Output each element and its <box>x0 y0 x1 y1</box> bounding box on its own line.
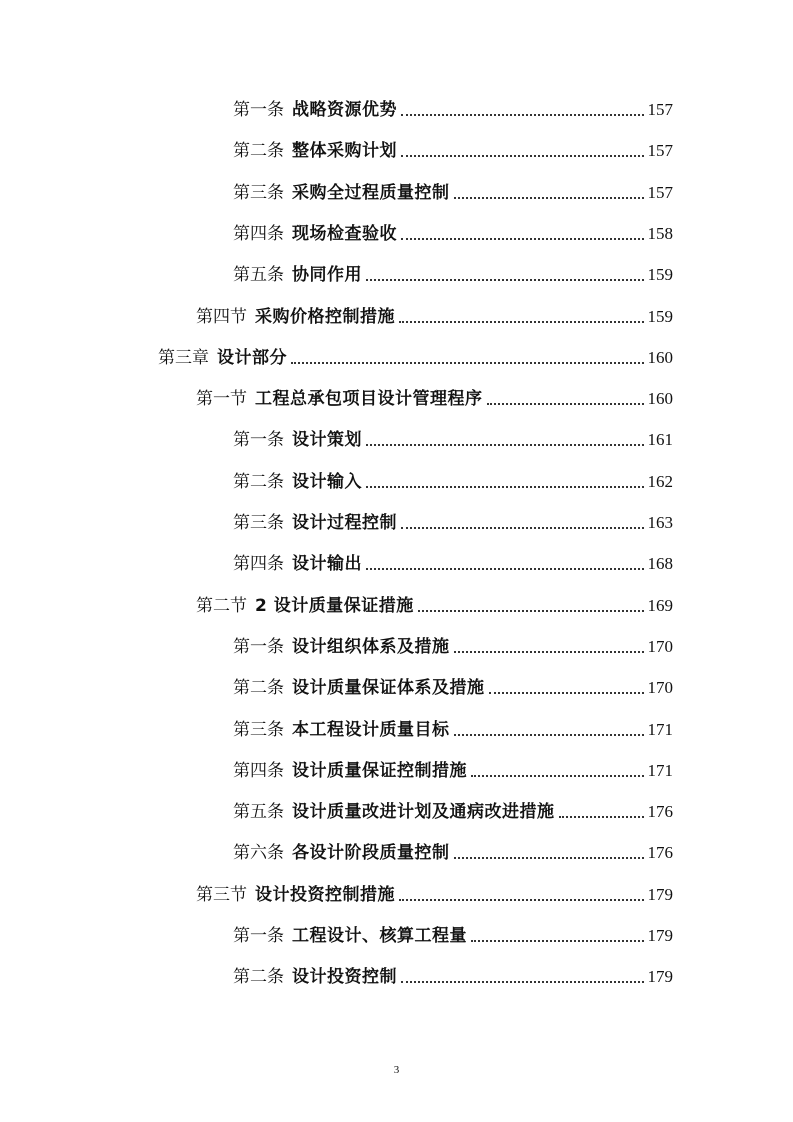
dot-leader <box>366 486 644 488</box>
toc-entry[interactable] <box>0 838 793 868</box>
toc-entry-title: 设计策划 <box>292 430 362 451</box>
toc-entry-number: 第四条 <box>233 760 284 781</box>
toc-entry-page: 157 <box>647 141 673 161</box>
toc-entry-title: 工程总承包项目设计管理程序 <box>255 389 483 410</box>
toc-entry-number: 第一条 <box>233 636 284 657</box>
dot-leader <box>401 238 644 240</box>
dot-leader <box>291 362 644 364</box>
toc-entry-title: 协同作用 <box>292 265 362 286</box>
dot-leader <box>366 444 644 446</box>
toc-entry-number: 第五条 <box>233 802 284 823</box>
toc-entry-number: 第三条 <box>233 182 284 203</box>
toc-entry-number: 第一条 <box>233 926 284 946</box>
toc-entry-title: 采购价格控制措施 <box>255 306 395 327</box>
dot-leader <box>471 775 644 777</box>
toc-entry[interactable] <box>0 95 793 125</box>
toc-entry[interactable] <box>0 797 793 827</box>
toc-entry[interactable] <box>0 219 793 249</box>
toc-entry-title: 2 设计质量保证措施 <box>255 595 414 616</box>
toc-entry-title: 设计部分 <box>217 347 287 368</box>
toc-entry-number: 第一条 <box>233 430 284 451</box>
toc-entry-page: 171 <box>647 760 673 780</box>
dot-leader <box>471 940 644 942</box>
toc-entry-title: 设计输出 <box>292 554 362 575</box>
toc-entry-page: 161 <box>647 430 673 450</box>
toc-entry-number: 第三章 <box>158 347 209 368</box>
toc-entry-title: 设计输入 <box>292 471 362 492</box>
toc-entry[interactable] <box>0 962 793 992</box>
toc-entry-number: 第二节 <box>196 595 247 616</box>
toc-entry-title: 设计投资控制措施 <box>255 884 395 905</box>
toc-entry-title: 设计组织体系及措施 <box>292 636 450 657</box>
toc-entry-page: 159 <box>647 265 673 285</box>
toc-entry-number: 第四条 <box>233 223 284 244</box>
toc-entry-title: 设计投资控制 <box>292 967 397 988</box>
toc-entry-number: 第二条 <box>233 141 284 162</box>
toc-entry[interactable] <box>0 467 793 497</box>
toc-entry-number: 第三节 <box>196 884 247 905</box>
toc-entry-number: 第五条 <box>233 265 284 286</box>
toc-entry-page: 170 <box>647 678 673 698</box>
toc-entry-page: 158 <box>647 223 673 243</box>
dot-leader <box>366 568 644 570</box>
toc-entry[interactable] <box>0 591 793 621</box>
toc-entry-number: 第四条 <box>233 554 284 575</box>
toc-entry[interactable] <box>0 632 793 662</box>
toc-entry-title: 设计质量保证控制措施 <box>292 760 467 781</box>
page-number: 3 <box>393 1064 400 1076</box>
toc-entry-page: 157 <box>647 182 673 202</box>
toc-entry-page: 159 <box>647 306 673 326</box>
toc-entry[interactable] <box>0 921 793 951</box>
toc-entry-number: 第二条 <box>233 471 284 492</box>
toc-entry-title: 工程设计、核算工程量 <box>292 926 467 946</box>
dot-leader <box>487 403 644 405</box>
toc-entry[interactable] <box>0 880 793 910</box>
toc-entry-title: 现场检查验收 <box>292 223 397 244</box>
toc-entry-page: 176 <box>647 843 673 863</box>
dot-leader <box>401 155 644 157</box>
toc-entry-number: 第一条 <box>233 100 284 120</box>
dot-leader <box>401 981 644 983</box>
toc-entry-page: 176 <box>647 802 673 822</box>
dot-leader <box>399 899 644 901</box>
toc-entry-number: 第六条 <box>233 843 284 864</box>
dot-leader <box>366 279 644 281</box>
dot-leader <box>454 651 644 653</box>
toc-entry-page: 163 <box>647 513 673 532</box>
toc-entry[interactable] <box>0 549 793 579</box>
toc-entry[interactable] <box>0 425 793 455</box>
toc-entry-title: 采购全过程质量控制 <box>292 182 450 203</box>
dot-leader <box>559 816 644 818</box>
toc-entry[interactable] <box>0 343 793 373</box>
dot-leader <box>454 734 644 736</box>
toc-entry-page: 179 <box>647 967 673 987</box>
toc-entry-page: 162 <box>647 471 673 491</box>
toc-entry-page: 157 <box>647 100 673 119</box>
toc-entry-title: 设计过程控制 <box>292 513 397 533</box>
toc-entry-page: 179 <box>647 884 673 904</box>
toc-entry[interactable] <box>0 136 793 166</box>
dot-leader <box>401 114 644 116</box>
dot-leader <box>454 857 644 859</box>
dot-leader <box>401 527 644 529</box>
toc-entry-page: 169 <box>647 595 673 615</box>
toc-entry-title: 设计质量保证体系及措施 <box>292 678 485 699</box>
dot-leader <box>489 692 644 694</box>
toc-entry-title: 各设计阶段质量控制 <box>292 843 450 864</box>
toc-entry[interactable] <box>0 715 793 745</box>
toc-entry-title: 战略资源优势 <box>292 100 397 120</box>
toc-entry-page: 179 <box>647 926 673 945</box>
toc-entry-page: 160 <box>647 347 673 367</box>
dot-leader <box>399 321 644 323</box>
toc-entry-number: 第二条 <box>233 678 284 699</box>
toc-entry-number: 第三条 <box>233 719 284 740</box>
toc-entry-page: 160 <box>647 389 673 409</box>
toc-entry-number: 第一节 <box>196 389 247 410</box>
toc-entry-title: 设计质量改进计划及通病改进措施 <box>292 802 555 823</box>
toc-entry[interactable] <box>0 384 793 414</box>
toc-entry-title: 本工程设计质量目标 <box>292 719 450 740</box>
toc-entry[interactable] <box>0 508 793 538</box>
toc-entry[interactable] <box>0 178 793 208</box>
toc-entry-number: 第四节 <box>196 306 247 327</box>
toc-entry-title: 整体采购计划 <box>292 141 397 162</box>
toc-entry[interactable] <box>0 302 793 332</box>
toc-entry-number: 第三条 <box>233 513 284 533</box>
toc-entry-page: 168 <box>647 554 673 574</box>
toc-entry-page: 170 <box>647 636 673 656</box>
toc-entry[interactable] <box>0 673 793 703</box>
toc-entry[interactable] <box>0 756 793 786</box>
toc-entry[interactable] <box>0 260 793 290</box>
dot-leader <box>454 197 644 199</box>
dot-leader <box>418 610 644 612</box>
toc-entry-page: 171 <box>647 719 673 739</box>
toc-entry-number: 第二条 <box>233 967 284 988</box>
